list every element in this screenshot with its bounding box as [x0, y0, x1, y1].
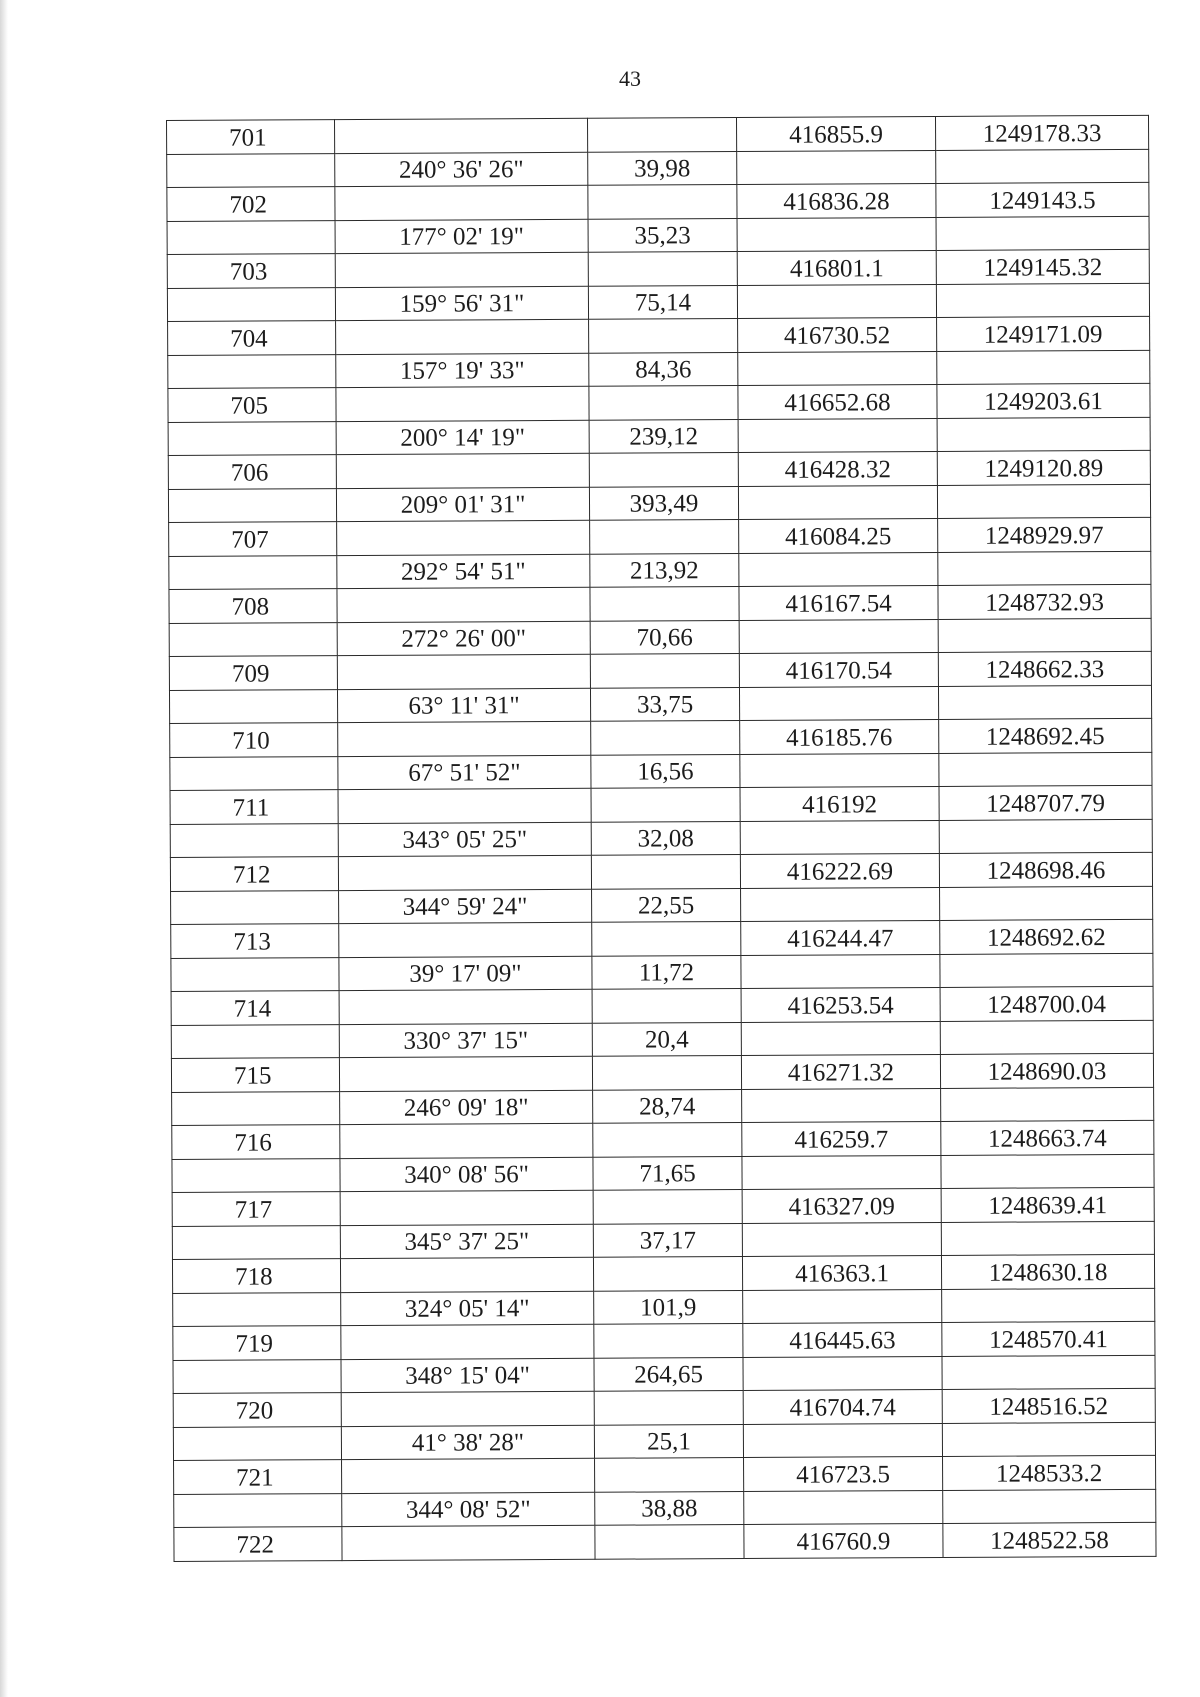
- length-cell: 22,55: [592, 888, 741, 922]
- direction-angle-cell: 324° 05' 14": [341, 1291, 594, 1326]
- x-coordinate-cell: [743, 1356, 942, 1391]
- length-cell: [594, 1323, 743, 1357]
- x-coordinate-cell: [744, 1490, 943, 1525]
- x-coordinate-cell: 416167.54: [739, 585, 938, 620]
- point-number-cell: 715: [171, 1058, 339, 1092]
- length-cell: [589, 386, 738, 420]
- length-cell: 75,14: [588, 285, 737, 319]
- point-number-cell: 707: [169, 522, 337, 556]
- point-number-cell: 722: [174, 1527, 342, 1561]
- segment-row: [168, 484, 1150, 523]
- y-coordinate-cell: [938, 685, 1151, 720]
- x-coordinate-cell: [738, 418, 937, 453]
- point-number-cell: 703: [167, 254, 335, 288]
- y-coordinate-cell: [942, 1288, 1155, 1323]
- segment-row: [167, 216, 1149, 255]
- direction-angle-cell: [339, 989, 592, 1024]
- length-cell: 33,75: [590, 687, 739, 721]
- x-coordinate-cell: 416363.1: [742, 1255, 941, 1290]
- point-number-cell: [173, 1292, 341, 1326]
- point-number-cell: [171, 957, 339, 991]
- length-cell: [592, 1056, 741, 1090]
- direction-angle-cell: 340° 08' 56": [340, 1157, 593, 1192]
- x-coordinate-cell: [740, 820, 939, 855]
- x-coordinate-cell: 416801.1: [737, 250, 936, 285]
- direction-angle-cell: [338, 721, 591, 756]
- point-row: [170, 785, 1152, 824]
- point-number-cell: [168, 421, 336, 455]
- direction-angle-cell: 41° 38' 28": [341, 1425, 594, 1460]
- point-row: [168, 316, 1150, 355]
- point-number-cell: [171, 890, 339, 924]
- segment-row: [171, 1020, 1153, 1059]
- y-coordinate-cell: 1248707.79: [939, 785, 1152, 820]
- length-cell: 35,23: [588, 218, 737, 252]
- point-row: [173, 1321, 1155, 1360]
- point-number-cell: 713: [171, 924, 339, 958]
- point-number-cell: 718: [172, 1259, 340, 1293]
- direction-angle-cell: 344° 08' 52": [342, 1492, 595, 1527]
- point-number-cell: [174, 1493, 342, 1527]
- point-number-cell: [172, 1091, 340, 1125]
- point-number-cell: [169, 622, 337, 656]
- point-number-cell: [168, 488, 336, 522]
- point-row: [169, 517, 1151, 556]
- x-coordinate-cell: 416271.32: [741, 1054, 940, 1089]
- x-coordinate-cell: 416652.68: [738, 384, 937, 419]
- length-cell: [590, 520, 739, 554]
- point-row: [168, 383, 1150, 422]
- direction-angle-cell: 344° 59' 24": [339, 889, 592, 924]
- length-cell: [591, 721, 740, 755]
- point-number-cell: [173, 1426, 341, 1460]
- length-cell: [591, 855, 740, 889]
- y-coordinate-cell: 1249203.61: [937, 383, 1150, 418]
- point-number-cell: [168, 354, 336, 388]
- y-coordinate-cell: 1249145.32: [936, 249, 1149, 284]
- point-row: [172, 1120, 1154, 1159]
- point-number-cell: 706: [168, 455, 336, 489]
- segment-row: [170, 819, 1152, 858]
- x-coordinate-cell: [742, 1222, 941, 1257]
- segment-row: [167, 283, 1149, 322]
- segment-row: [169, 618, 1151, 657]
- y-coordinate-cell: [942, 1355, 1155, 1390]
- length-cell: 20,4: [592, 1022, 741, 1056]
- direction-angle-cell: [337, 654, 590, 689]
- direction-angle-cell: 177° 02' 19": [335, 219, 588, 254]
- point-number-cell: [171, 1024, 339, 1058]
- direction-angle-cell: 159° 56' 31": [335, 286, 588, 321]
- point-number-cell: [172, 1158, 340, 1192]
- direction-angle-cell: 240° 36' 26": [335, 152, 588, 187]
- segment-row: [174, 1489, 1156, 1528]
- y-coordinate-cell: [941, 1154, 1154, 1189]
- length-cell: [588, 185, 737, 219]
- point-number-cell: 714: [171, 991, 339, 1025]
- length-cell: 264,65: [594, 1357, 743, 1391]
- y-coordinate-cell: [936, 149, 1149, 184]
- direction-angle-cell: [336, 386, 589, 421]
- point-row: [170, 718, 1152, 757]
- direction-angle-cell: [339, 1056, 592, 1091]
- direction-angle-cell: 63° 11' 31": [337, 688, 590, 723]
- y-coordinate-cell: 1248570.41: [942, 1321, 1155, 1356]
- direction-angle-cell: [337, 587, 590, 622]
- point-row: [174, 1522, 1156, 1561]
- point-number-cell: [169, 689, 337, 723]
- point-number-cell: 709: [169, 656, 337, 690]
- direction-angle-cell: [336, 453, 589, 488]
- length-cell: [593, 1256, 742, 1290]
- x-coordinate-cell: [739, 686, 938, 721]
- y-coordinate-cell: [937, 350, 1150, 385]
- point-row: [168, 450, 1150, 489]
- direction-angle-cell: [335, 185, 588, 220]
- x-coordinate-cell: [737, 150, 936, 185]
- y-coordinate-cell: 1248533.2: [943, 1455, 1156, 1490]
- x-coordinate-cell: [740, 753, 939, 788]
- x-coordinate-cell: 416730.52: [738, 317, 937, 352]
- y-coordinate-cell: [940, 953, 1153, 988]
- length-cell: 84,36: [589, 352, 738, 386]
- y-coordinate-cell: [936, 283, 1149, 318]
- length-cell: [591, 788, 740, 822]
- length-cell: 239,12: [589, 419, 738, 453]
- y-coordinate-cell: 1248639.41: [941, 1187, 1154, 1222]
- direction-angle-cell: 343° 05' 25": [338, 822, 591, 857]
- direction-angle-cell: [335, 252, 588, 287]
- y-coordinate-cell: [940, 1020, 1153, 1055]
- point-number-cell: [170, 823, 338, 857]
- direction-angle-cell: [336, 319, 589, 354]
- y-coordinate-cell: [939, 752, 1152, 787]
- point-number-cell: 701: [167, 120, 335, 154]
- point-number-cell: [173, 1359, 341, 1393]
- length-cell: 11,72: [592, 955, 741, 989]
- y-coordinate-cell: [937, 417, 1150, 452]
- x-coordinate-cell: [739, 619, 938, 654]
- x-coordinate-cell: 416084.25: [739, 518, 938, 553]
- y-coordinate-cell: [942, 1422, 1155, 1457]
- x-coordinate-cell: 416327.09: [742, 1188, 941, 1223]
- scan-edge-shadow: [0, 0, 8, 1697]
- segment-row: [170, 752, 1152, 791]
- x-coordinate-cell: [741, 954, 940, 989]
- y-coordinate-cell: 1248662.33: [938, 651, 1151, 686]
- point-row: [173, 1388, 1155, 1427]
- y-coordinate-cell: 1248732.93: [938, 584, 1151, 619]
- coordinates-table: [166, 115, 1157, 1562]
- y-coordinate-cell: 1248698.46: [939, 852, 1152, 887]
- y-coordinate-cell: 1248630.18: [941, 1254, 1154, 1289]
- segment-row: [171, 886, 1153, 925]
- segment-row: [167, 149, 1149, 188]
- direction-angle-cell: 200° 14' 19": [336, 420, 589, 455]
- length-cell: [588, 252, 737, 286]
- x-coordinate-cell: 416244.47: [741, 920, 940, 955]
- point-number-cell: [172, 1225, 340, 1259]
- point-number-cell: 720: [173, 1393, 341, 1427]
- x-coordinate-cell: [742, 1155, 941, 1190]
- point-number-cell: 710: [170, 723, 338, 757]
- segment-row: [171, 953, 1153, 992]
- point-number-cell: 702: [167, 187, 335, 221]
- y-coordinate-cell: [938, 551, 1151, 586]
- point-number-cell: 712: [170, 857, 338, 891]
- point-row: [171, 919, 1153, 958]
- x-coordinate-cell: [743, 1423, 942, 1458]
- length-cell: 38,88: [595, 1491, 744, 1525]
- direction-angle-cell: 67° 51' 52": [338, 755, 591, 790]
- point-number-cell: 705: [168, 388, 336, 422]
- x-coordinate-cell: 416723.5: [744, 1456, 943, 1491]
- x-coordinate-cell: [737, 284, 936, 319]
- x-coordinate-cell: 416760.9: [744, 1523, 943, 1558]
- direction-angle-cell: 157° 19' 33": [336, 353, 589, 388]
- x-coordinate-cell: 416259.7: [742, 1121, 941, 1156]
- x-coordinate-cell: 416855.9: [736, 116, 935, 151]
- length-cell: [592, 989, 741, 1023]
- x-coordinate-cell: [743, 1289, 942, 1324]
- point-row: [167, 182, 1149, 221]
- point-row: [171, 1053, 1153, 1092]
- y-coordinate-cell: 1248692.62: [940, 919, 1153, 954]
- x-coordinate-cell: 416253.54: [741, 987, 940, 1022]
- length-cell: [589, 319, 738, 353]
- y-coordinate-cell: [936, 216, 1149, 251]
- point-number-cell: 704: [168, 321, 336, 355]
- direction-angle-cell: [340, 1190, 593, 1225]
- y-coordinate-cell: [941, 1087, 1154, 1122]
- point-row: [167, 115, 1149, 154]
- x-coordinate-cell: 416836.28: [737, 183, 936, 218]
- direction-angle-cell: [340, 1257, 593, 1292]
- y-coordinate-cell: 1248522.58: [943, 1522, 1156, 1557]
- x-coordinate-cell: 416445.63: [743, 1322, 942, 1357]
- length-cell: 71,65: [593, 1156, 742, 1190]
- length-cell: 70,66: [590, 620, 739, 654]
- x-coordinate-cell: 416428.32: [738, 451, 937, 486]
- direction-angle-cell: [337, 520, 590, 555]
- length-cell: [590, 587, 739, 621]
- segment-row: [169, 685, 1151, 724]
- segment-row: [168, 417, 1150, 456]
- point-number-cell: 708: [169, 589, 337, 623]
- length-cell: [592, 922, 741, 956]
- point-number-cell: [167, 220, 335, 254]
- y-coordinate-cell: 1248516.52: [942, 1388, 1155, 1423]
- direction-angle-cell: [338, 855, 591, 890]
- length-cell: [593, 1122, 742, 1156]
- length-cell: 28,74: [593, 1089, 742, 1123]
- length-cell: [587, 118, 736, 152]
- direction-angle-cell: 209° 01' 31": [336, 487, 589, 522]
- length-cell: 213,92: [590, 553, 739, 587]
- direction-angle-cell: 272° 26' 00": [337, 621, 590, 656]
- point-row: [174, 1455, 1156, 1494]
- direction-angle-cell: [340, 1123, 593, 1158]
- point-row: [169, 584, 1151, 623]
- direction-angle-cell: [341, 1391, 594, 1426]
- coordinates-table-body: [167, 115, 1157, 1561]
- length-cell: [590, 654, 739, 688]
- segment-row: [173, 1288, 1155, 1327]
- direction-angle-cell: [335, 118, 588, 153]
- point-number-cell: 716: [172, 1125, 340, 1159]
- direction-angle-cell: 345° 37' 25": [340, 1224, 593, 1259]
- direction-angle-cell: 39° 17' 09": [339, 956, 592, 991]
- x-coordinate-cell: [738, 351, 937, 386]
- segment-row: [173, 1355, 1155, 1394]
- length-cell: [595, 1457, 744, 1491]
- segment-row: [172, 1154, 1154, 1193]
- y-coordinate-cell: [939, 819, 1152, 854]
- length-cell: [589, 453, 738, 487]
- x-coordinate-cell: [737, 217, 936, 252]
- x-coordinate-cell: 416170.54: [739, 652, 938, 687]
- point-number-cell: 721: [174, 1460, 342, 1494]
- y-coordinate-cell: [937, 484, 1150, 519]
- segment-row: [172, 1087, 1154, 1126]
- direction-angle-cell: 348° 15' 04": [341, 1358, 594, 1393]
- length-cell: [594, 1390, 743, 1424]
- y-coordinate-cell: [941, 1221, 1154, 1256]
- length-cell: 39,98: [588, 151, 737, 185]
- length-cell: 101,9: [594, 1290, 743, 1324]
- y-coordinate-cell: 1248700.04: [940, 986, 1153, 1021]
- point-number-cell: [167, 153, 335, 187]
- y-coordinate-cell: 1248690.03: [940, 1053, 1153, 1088]
- length-cell: 25,1: [594, 1424, 743, 1458]
- x-coordinate-cell: 416704.74: [743, 1389, 942, 1424]
- length-cell: 37,17: [593, 1223, 742, 1257]
- point-row: [170, 852, 1152, 891]
- point-row: [169, 651, 1151, 690]
- point-number-cell: [167, 287, 335, 321]
- x-coordinate-cell: [741, 1021, 940, 1056]
- point-number-cell: [169, 555, 337, 589]
- point-row: [171, 986, 1153, 1025]
- point-number-cell: [170, 756, 338, 790]
- length-cell: 393,49: [589, 486, 738, 520]
- point-row: [172, 1254, 1154, 1293]
- x-coordinate-cell: [742, 1088, 941, 1123]
- y-coordinate-cell: [940, 886, 1153, 921]
- page-number: 43: [619, 66, 641, 91]
- y-coordinate-cell: [943, 1489, 1156, 1524]
- y-coordinate-cell: 1248929.97: [938, 517, 1151, 552]
- length-cell: [593, 1189, 742, 1223]
- segment-row: [168, 350, 1150, 389]
- x-coordinate-cell: [741, 887, 940, 922]
- point-row: [172, 1187, 1154, 1226]
- y-coordinate-cell: 1248692.45: [939, 718, 1152, 753]
- length-cell: [595, 1524, 744, 1558]
- direction-angle-cell: [342, 1458, 595, 1493]
- direction-angle-cell: [339, 922, 592, 957]
- point-number-cell: 717: [172, 1192, 340, 1226]
- length-cell: 32,08: [591, 821, 740, 855]
- y-coordinate-cell: [938, 618, 1151, 653]
- point-row: [167, 249, 1149, 288]
- y-coordinate-cell: 1249171.09: [937, 316, 1150, 351]
- x-coordinate-cell: 416192: [740, 786, 939, 821]
- segment-row: [169, 551, 1151, 590]
- y-coordinate-cell: 1248663.74: [941, 1120, 1154, 1155]
- direction-angle-cell: 292° 54' 51": [337, 554, 590, 589]
- x-coordinate-cell: 416222.69: [740, 853, 939, 888]
- point-number-cell: 711: [170, 790, 338, 824]
- x-coordinate-cell: [739, 552, 938, 587]
- y-coordinate-cell: 1249143.5: [936, 182, 1149, 217]
- segment-row: [173, 1422, 1155, 1461]
- length-cell: 16,56: [591, 754, 740, 788]
- direction-angle-cell: [341, 1324, 594, 1359]
- y-coordinate-cell: 1249120.89: [937, 450, 1150, 485]
- x-coordinate-cell: 416185.76: [740, 719, 939, 754]
- segment-row: [172, 1221, 1154, 1260]
- direction-angle-cell: 246° 09' 18": [340, 1090, 593, 1125]
- point-number-cell: 719: [173, 1326, 341, 1360]
- x-coordinate-cell: [738, 485, 937, 520]
- direction-angle-cell: [342, 1525, 595, 1560]
- direction-angle-cell: [338, 788, 591, 823]
- direction-angle-cell: 330° 37' 15": [339, 1023, 592, 1058]
- y-coordinate-cell: 1249178.33: [935, 115, 1148, 150]
